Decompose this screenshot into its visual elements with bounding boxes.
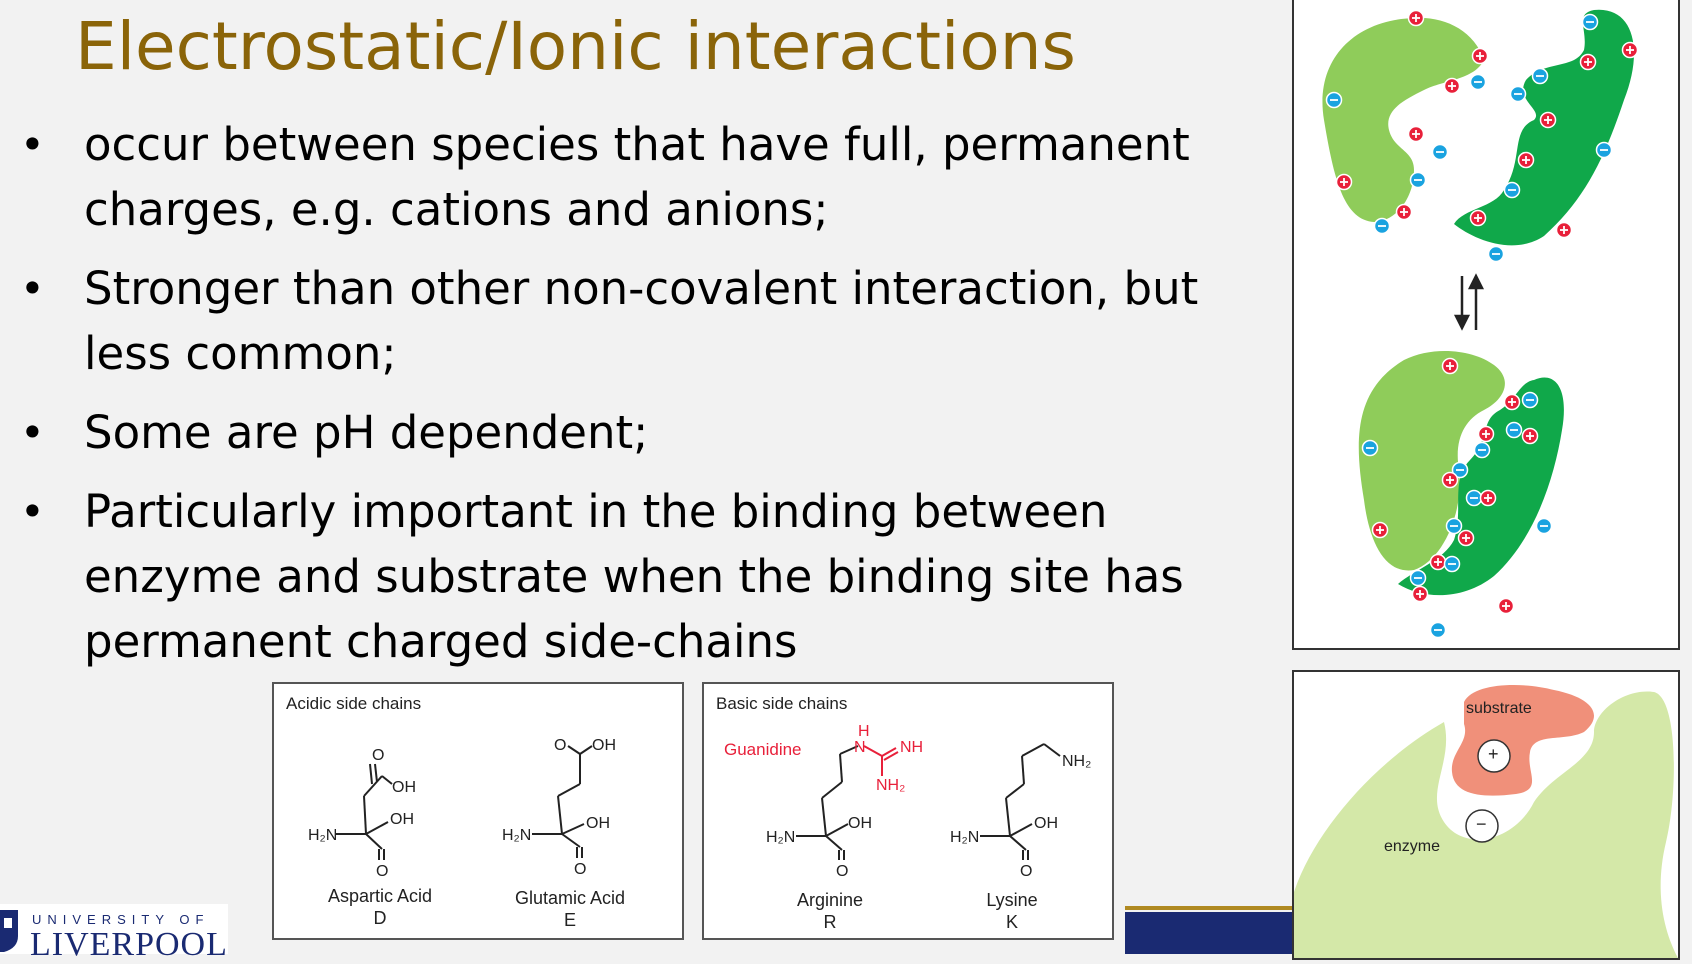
- bullet-text: Particularly important in the binding between enzyme and substrate when the binding site has permanent charged side-chains: [84, 485, 1184, 668]
- bullet-item: [14, 256, 1204, 386]
- molecule-letter: K: [1005, 912, 1018, 932]
- molecule-letter: R: [823, 912, 837, 932]
- svg-text:OH: OH: [586, 815, 610, 832]
- svg-text:O: O: [836, 863, 849, 880]
- footer-navy-bar: [1125, 912, 1295, 954]
- logo-main-text: LIVERPOOL: [30, 926, 228, 963]
- svg-text:OH: OH: [392, 779, 416, 796]
- molecule-name: Arginine: [796, 890, 864, 910]
- svg-text:H₂N: H₂N: [502, 827, 532, 844]
- svg-text:NH₂: NH₂: [876, 777, 906, 794]
- protein-docking-illustration: [1294, 0, 1678, 648]
- svg-text:NH: NH: [900, 739, 924, 756]
- plus-symbol: +: [1488, 744, 1499, 764]
- substrate-label: substrate: [1466, 700, 1532, 717]
- bullet-dot: •: [20, 408, 45, 457]
- molecule-letter: E: [563, 910, 576, 930]
- dark-green-protein: [1454, 10, 1634, 246]
- bullet-item: [14, 400, 1204, 465]
- svg-text:O: O: [1020, 863, 1033, 880]
- svg-text:O: O: [574, 861, 587, 878]
- svg-text:OH: OH: [390, 811, 414, 828]
- panel-label: Acidic side chains: [286, 694, 422, 713]
- molecule-name: Lysine: [986, 890, 1038, 910]
- crest-icon: [0, 906, 22, 952]
- logo-top-text: UNIVERSITY OF: [32, 912, 210, 927]
- protein-docking-diagram: [1292, 0, 1680, 650]
- svg-text:OH: OH: [592, 737, 616, 754]
- svg-text:OH: OH: [1034, 815, 1058, 832]
- minus-symbol: −: [1476, 814, 1487, 834]
- svg-text:H₂N: H₂N: [950, 829, 980, 846]
- bullet-item: [14, 479, 1204, 674]
- svg-text:O: O: [554, 737, 567, 754]
- svg-text:H₂N: H₂N: [766, 829, 796, 846]
- light-green-protein: [1322, 18, 1484, 222]
- svg-text:H: H: [858, 723, 870, 740]
- enzyme-label: enzyme: [1384, 838, 1441, 855]
- bullet-text: Stronger than other non-covalent interaction, but less common;: [84, 262, 1199, 380]
- molecule-name: Aspartic Acid: [327, 886, 433, 906]
- enzyme-substrate-diagram: [1292, 670, 1680, 960]
- molecule-letter: D: [373, 908, 387, 928]
- panel-label: Basic side chains: [716, 694, 848, 713]
- acidic-side-chains-panel: [272, 682, 684, 940]
- svg-text:O: O: [376, 863, 389, 880]
- footer-gold-line: [1125, 906, 1295, 910]
- svg-text:O: O: [372, 747, 385, 764]
- bullet-dot: •: [20, 487, 45, 536]
- basic-side-chains-panel: [702, 682, 1114, 940]
- guanidine-label: Guanidine: [724, 740, 802, 759]
- molecule-name: Glutamic Acid: [514, 888, 626, 908]
- svg-text:H₂N: H₂N: [308, 827, 338, 844]
- svg-text:OH: OH: [848, 815, 872, 832]
- bullet-item: [14, 112, 1204, 242]
- bullet-list: [14, 112, 1204, 688]
- slide-title: Electrostatic/Ionic interactions: [75, 8, 1076, 85]
- bullet-dot: •: [20, 120, 45, 169]
- bullet-text: occur between species that have full, permanent charges, e.g. cations and anions;: [84, 118, 1190, 236]
- bullet-text: Some are pH dependent;: [84, 406, 649, 459]
- svg-text:N: N: [854, 739, 866, 756]
- svg-text:NH₂: NH₂: [1062, 753, 1092, 770]
- bullet-dot: •: [20, 264, 45, 313]
